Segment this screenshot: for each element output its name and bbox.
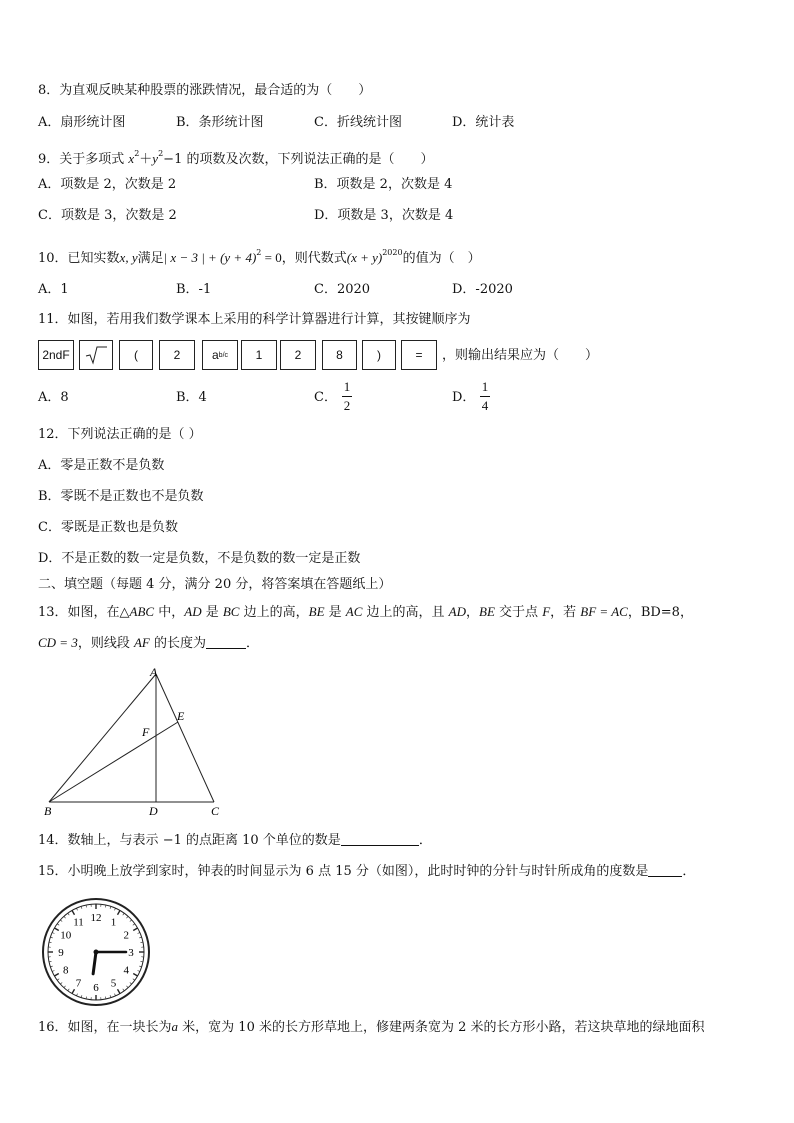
q13-text: ，若 [550, 605, 581, 620]
q11-option-c-label: C． [314, 390, 337, 405]
question-13-line1 [38, 603, 693, 622]
q9-option-d[interactable]: D．项数是 3，次数是 4 [314, 208, 454, 223]
q11-option-d-fraction [480, 380, 490, 413]
fraction-denominator: 2 [343, 398, 351, 413]
q9-option-a[interactable]: A．项数是 2，次数是 2 [38, 177, 177, 192]
q15-text: 15．小明晚上放学到家时，钟表的时间显示为 6 点 15 分（如图），此时时钟的分针与时针所成角的度数是 [38, 864, 649, 879]
q15-text: ． [682, 864, 696, 879]
question-11-stem: 11．如图，若用我们数学课本上采用的科学计算器进行计算，其按键顺序为 [38, 312, 471, 327]
calc-key-open-paren: ( [119, 340, 153, 370]
q13-math: BC [222, 604, 240, 619]
q8-option-c[interactable]: C．折线统计图 [314, 115, 402, 130]
q13-math: CD = 3 [38, 635, 78, 650]
clock-number: 5 [110, 977, 117, 990]
q10-option-d[interactable]: D．-2020 [452, 282, 513, 297]
q8-option-b[interactable]: B．条形统计图 [176, 115, 264, 130]
section-2-heading: 二、填空题（每题 4 分，满分 20 分，将答案填在答题纸上） [38, 577, 392, 592]
q9-exp-x: 2 [134, 149, 140, 158]
q16-text: 米，宽为 10 米的长方形草地上，修建两条宽为 2 米的长方形小路，若这块草地的绿地面积 [178, 1020, 705, 1035]
q13-answer-blank[interactable] [206, 636, 246, 649]
label-e: E [177, 709, 185, 723]
q9-plus: ＋ [139, 152, 153, 167]
q13-math: AF [133, 635, 150, 650]
q13-math: AD [448, 604, 467, 619]
calc-key-8: 8 [322, 340, 357, 370]
q9-exp-y: 2 [158, 149, 164, 158]
label-c: C [211, 804, 220, 818]
q11-option-d[interactable] [452, 389, 475, 407]
q10-option-b[interactable]: B．-1 [176, 282, 212, 297]
q12-option-d[interactable]: D．不是正数的数一定是负数，不是负数的数一定是正数 [38, 551, 361, 566]
triangle-figure [40, 664, 240, 819]
clock-figure [40, 896, 152, 1008]
q13-text: ， [466, 605, 480, 620]
q14-number: −1 [162, 833, 182, 848]
q16-text: 16．如图，在一块长为 [38, 1020, 172, 1035]
segment-ab [49, 674, 156, 802]
q11-option-a[interactable]: A．8 [38, 390, 69, 405]
q13-text: ． [246, 636, 260, 651]
clock-number: 3 [128, 947, 134, 959]
q14-text: 的点距离 10 个单位的数是 [181, 833, 341, 848]
clock-number: 8 [62, 964, 69, 977]
question-15-stem [38, 863, 695, 881]
q11-option-b[interactable]: B．4 [176, 390, 207, 405]
clock-number: 10 [60, 929, 72, 942]
calc-key-2ndf: 2ndF [38, 340, 74, 370]
calc-key-sqrt [79, 340, 113, 370]
clock-number: 7 [75, 977, 82, 990]
q10-stem-mid2: ，则代数式 [281, 251, 347, 266]
calc-key-2b: 2 [280, 340, 316, 370]
q13-text: 交于点 [494, 605, 543, 620]
q9-var-y: y [152, 151, 159, 166]
question-10-stem [38, 244, 481, 268]
label-b: B [44, 804, 52, 818]
q11-option-c-fraction [342, 380, 352, 413]
q15-answer-blank[interactable] [648, 864, 682, 877]
q8-option-d[interactable]: D．统计表 [452, 115, 515, 130]
q13-text: 是 [324, 605, 346, 620]
q10-expr-exp: 2020 [382, 248, 403, 257]
q13-math: AD [184, 604, 202, 619]
q13-text: 边上的高， [239, 605, 309, 620]
q14-answer-blank[interactable] [341, 833, 419, 846]
question-12-stem: 12．下列说法正确的是（ ） [38, 427, 202, 442]
q10-option-c[interactable]: C．2020 [314, 282, 371, 297]
q14-text: ． [418, 833, 432, 848]
q13-math: BF = AC [580, 604, 628, 619]
q8-option-a[interactable]: A．扇形统计图 [38, 115, 126, 130]
q13-math: ABC [129, 604, 155, 619]
q10-option-a[interactable]: A．1 [38, 282, 69, 297]
q11-tail: ，则输出结果应为（ ） [442, 348, 599, 363]
clock-number: 4 [123, 964, 130, 977]
clock-number: 1 [110, 916, 117, 929]
q10-condition-exp: 2 [256, 248, 262, 257]
calc-key-ab-c-main: a [211, 348, 219, 362]
q12-option-c[interactable]: C．零既是正数也是负数 [38, 520, 178, 535]
segment-ac [156, 674, 214, 802]
fraction-numerator: 1 [481, 379, 489, 394]
q12-option-b[interactable]: B．零既不是正数也不是负数 [38, 489, 204, 504]
q12-option-a[interactable]: A．零是正数不是负数 [38, 458, 165, 473]
q10-expr: (x + y) [346, 250, 383, 265]
clock-center-pin [94, 950, 99, 955]
calc-key-1: 1 [241, 340, 277, 370]
q10-stem-pre: 10．已知实数 [38, 251, 120, 266]
q13-text: 13．如图，在△ [38, 605, 130, 620]
fraction-denominator: 4 [481, 398, 489, 413]
q14-text: 14．数轴上，与表示 [38, 833, 163, 848]
q9-stem-pre: 9．关于多项式 [38, 152, 129, 167]
question-9-stem [38, 145, 433, 169]
clock-number: 12 [90, 912, 102, 924]
question-16-stem [38, 1018, 705, 1037]
q13-math: AC [345, 604, 363, 619]
clock-number: 6 [93, 982, 99, 994]
fraction-numerator: 1 [343, 379, 351, 394]
q13-text: 的长度为 [149, 636, 207, 651]
question-8-stem: 8．为直观反映某种股票的涨跌情况，最合适的为（ ） [38, 83, 372, 98]
q9-option-c[interactable]: C．项数是 3，次数是 2 [38, 208, 177, 223]
q13-text: 中， [154, 605, 185, 620]
question-13-line2 [38, 634, 259, 653]
calc-key-close-paren: ) [362, 340, 396, 370]
q10-condition: | x − 3 | + (y + 4) [163, 250, 257, 265]
q11-option-c[interactable] [314, 389, 337, 407]
q16-var-a: a [171, 1019, 179, 1034]
q10-stem-post: 的值为（ ） [402, 251, 481, 266]
q11-option-d-label: D． [452, 390, 476, 405]
label-d: D [149, 804, 158, 818]
q13-math: BE [479, 604, 495, 619]
q13-text: 边上的高，且 [362, 605, 449, 620]
question-14-stem [38, 832, 432, 850]
q10-vars: x, y [119, 250, 138, 265]
calc-key-equals: = [401, 340, 437, 370]
q9-tail: −1 [163, 152, 183, 167]
q13-text: 是 [201, 605, 223, 620]
q13-math: BE [308, 604, 325, 619]
q9-stem-post: 的项数及次数，下列说法正确的是（ ） [182, 152, 434, 167]
clock-number: 9 [58, 947, 64, 959]
label-f: F [142, 725, 150, 739]
q13-text: ，BD=8， [627, 605, 693, 620]
q13-math: F [542, 604, 551, 619]
calc-key-ab-c-sup: b/c [218, 351, 229, 359]
sqrt-icon [83, 344, 109, 366]
q13-text: ，则线段 [77, 636, 134, 651]
clock-number: 2 [123, 929, 130, 942]
q9-option-b[interactable]: B．项数是 2，次数是 4 [314, 177, 453, 192]
label-a: A [150, 665, 158, 679]
clock-number: 11 [73, 916, 84, 929]
q9-var-x: x [128, 151, 135, 166]
calc-key-ab-c [202, 340, 238, 370]
segment-be [49, 722, 178, 802]
q10-condition-tail: = 0 [261, 250, 282, 265]
calc-key-2: 2 [159, 340, 195, 370]
q10-stem-mid: 满足 [137, 251, 164, 266]
